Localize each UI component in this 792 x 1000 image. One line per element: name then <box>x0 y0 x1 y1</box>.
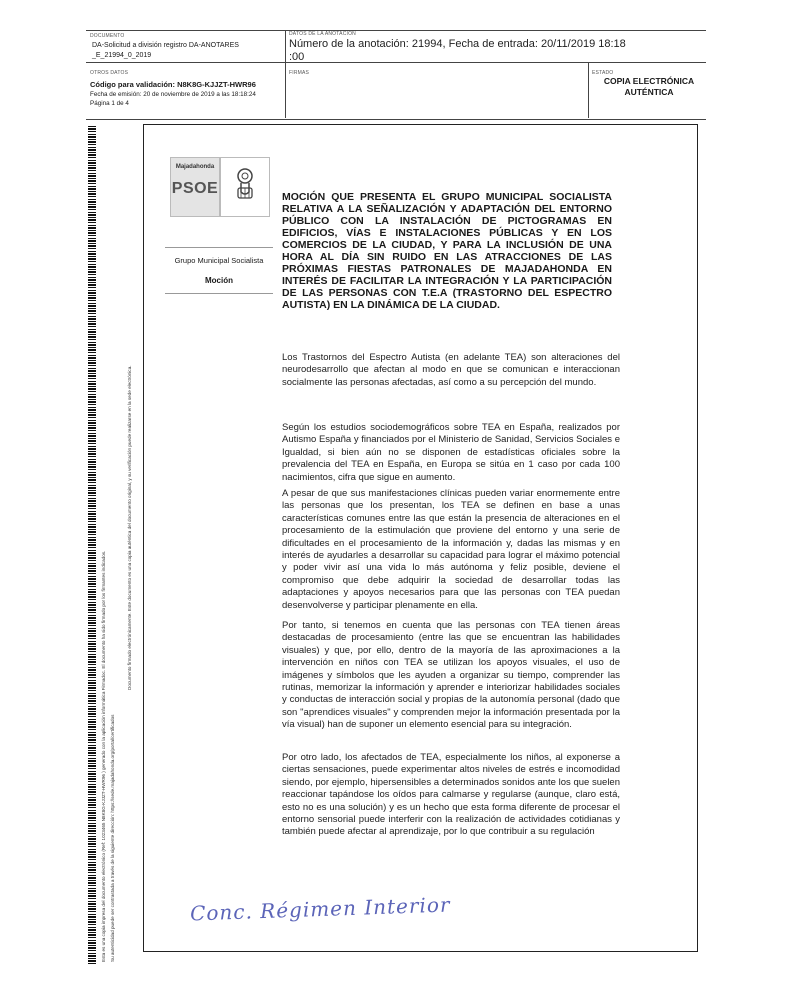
state-label: ESTADO <box>592 70 614 76</box>
emission-date: Fecha de emisión: 20 de noviembre de 2019 a las 18:18:24 <box>90 91 256 98</box>
validation-label: OTROS DATOS <box>90 70 129 76</box>
annotation-line-2: :00 <box>289 51 305 63</box>
stamp-row-divider <box>86 62 706 63</box>
side-text-left-2: Su autenticidad puede ser contrastada a través de la siguiente dirección: https://sede.majadahonda.org/portal/certificados <box>110 714 115 962</box>
rose-fist-icon <box>220 157 270 217</box>
logo-party: PSOE <box>171 180 219 197</box>
sidebar-rule-bottom <box>165 293 273 294</box>
logo-town: Majadahonda <box>175 164 215 170</box>
page-number: Página 1 de 4 <box>90 100 129 107</box>
sidebar-rule-top <box>165 247 273 248</box>
motion-title: MOCIÓN QUE PRESENTA EL GRUPO MUNICIPAL SOCIALISTA RELATIVA A LA SEÑALIZACIÓN Y ADAPTACIÓN DEL ENTORNO PÚBLICO CON LA INSTALACIÓN DE PICTOGRAMAS EN EDIFICIOS, VÍAS E INSTALACIONES PÚBLICAS Y EN LOS COMERCIOS DE LA CIUDAD, Y PARA LA INCLUSIÓN DE UNA HORA AL DÍA SIN RUIDO EN LAS ATRACCIONES DE LAS PRÓXIMAS FIESTAS PATRONALES DE MAJADAHONDA EN INTERÉS DE FACILITAR LA INTEGRACIÓN Y LA PARTICIPACIÓN DE LAS PERSONAS CON T.E.A (TRASTORNO DEL ESPECTRO AUTISTA) EN LA DINÁMICA DE LA CIUDAD. <box>282 191 612 311</box>
stamp-divider-1 <box>285 30 286 118</box>
paragraph-1: Los Trastornos del Espectro Autista (en adelante TEA) son alteraciones del neurodesarrollo que afectan al modo en que se comunican e interaccionan socialmente las personas afectadas, así como a su percepción del mundo. <box>282 352 620 388</box>
annotation-line-1: Número de la anotación: 21994, Fecha de entrada: 20/11/2019 18:18 <box>289 38 626 50</box>
side-text-right: Documento firmado electrónicamente. Este documento es una copia auténtica del documento original, y su verificación puede realizarse en la sede electrónica. <box>127 365 132 690</box>
psoe-logo <box>170 157 220 217</box>
side-text-left-1: Esta es una copia impresa del documento electrónico (Ref: 1023465 N8K8G-KJJZT-HWR96 ) generado con la aplicación informática Firmadoc. El documento ha sido firmado por los firmantes indicados. <box>101 550 106 962</box>
firmas-label: FIRMAS <box>289 70 310 76</box>
doc-line-1: DA-Solicitud a división registro DA-ANOTARES <box>92 42 239 49</box>
doc-label: DOCUMENTO <box>90 33 125 39</box>
paragraph-5: Por otro lado, los afectados de TEA, especialmente los niños, al exponerse a ciertas sensaciones, puede experimentar altos niveles de estrés e incomodidad siendo, por ejemplo, hipersensibles a determinados sonidos ante los que suelen reaccionar tapándose los oídos para calmarse y regularse (aunque, claro está, esto no es una solución) y es un hecho que esta forma diferente de procesar el entorno sensorial puede interferir con la realización de actividades cotidianas y también puede afectar al aprendizaje, por lo que contribuir a su regulación <box>282 752 620 838</box>
paragraph-2: Según los estudios sociodemográficos sobre TEA en España, realizados por Autismo España y financiados por el Ministerio de Sanidad, Servicios Sociales e Igualdad, si bien aún no se disponen de estadísticas oficiales sobre la prevalencia del TEA en España, en Europa se sitúa en 1 caso por cada 100 nacimientos, cifra que sigue en aumento. <box>282 422 620 483</box>
handwritten-note: Conc. Régimen Interior <box>189 892 451 926</box>
sidebar-group: Grupo Municipal Socialista <box>174 256 264 265</box>
paragraph-4: Por tanto, si tenemos en cuenta que las personas con TEA tienen áreas destacadas de procesamiento (entre las que se encuentran las habilidades visuales) y que, por ello, dentro de la mayoría de las aproximaciones a la intervención en niños con TEA se utilizan los apoyos visuales, el uso de imágenes y símbolos que les ayuden a organizar su tiempo, comprender las rutinas, memorizar la información y aprender e interiorizar habilidades sociales y conductas de interacción social y propias de la autonomía personal (dado que son "aprendices visuales" y comprenden mejor la información presentada por la vía visual) han de suponer un elemento esencial para su integración. <box>282 620 620 731</box>
barcode <box>88 126 96 966</box>
doc-line-2: _E_21994_0_2019 <box>92 52 152 59</box>
annotation-label: DATOS DE LA ANOTACIÓN <box>289 31 356 37</box>
validation-code: Código para validación: N8K8G-KJJZT-HWR96 <box>90 80 256 89</box>
sidebar-type: Moción <box>205 276 233 285</box>
copia-line-2: AUTÉNTICA <box>624 87 674 97</box>
stamp-divider-2 <box>588 62 589 118</box>
copia-line-1: COPIA ELECTRÓNICA <box>603 76 695 86</box>
paragraph-3: A pesar de que sus manifestaciones clínicas pueden variar enormemente entre las personas que los presentan, los TEA se definen en base a unas características comunes entre las que están la presencia de alteraciones en el procesamiento de la estimulación que proviene del entorno y una serie de dificultades en el procesamiento de la información y, dadas las mismas y en interés de ayudarles a desarrollar su capacidad para lograr el máximo potencial y poder vivir así una vida lo más autónoma y feliz posible, deviene el compromiso que debe adquirir la sociedad de desarrollar todas las adaptaciones y apoyos necesarios para que las personas con TEA puedan desenvolverse y participar plenamente en ella. <box>282 488 620 611</box>
